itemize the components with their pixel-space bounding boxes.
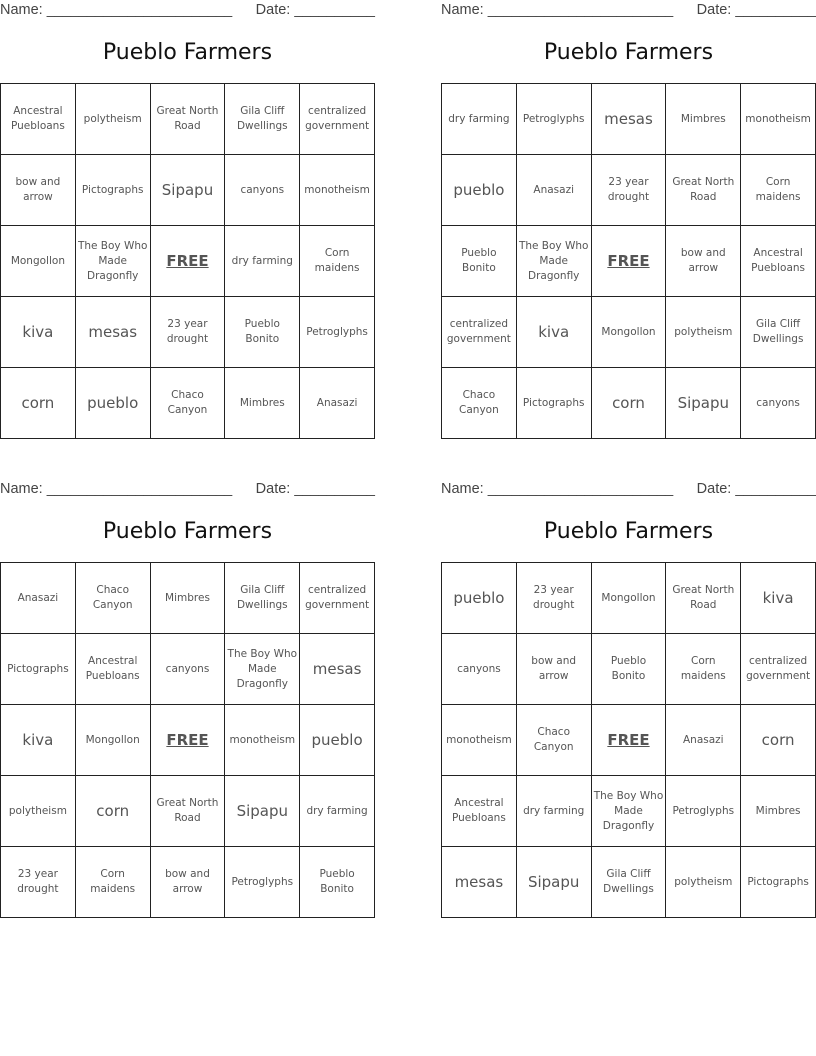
bingo-cell: Mongollon [1,226,76,297]
bingo-cell: Gila Cliff Dwellings [741,297,816,368]
bingo-cell: Gila Cliff Dwellings [225,84,300,155]
bingo-row [442,368,816,439]
date-field-label: Date: __________ [255,481,375,497]
bingo-row [442,155,816,226]
bingo-cell: dry farming [300,776,375,847]
bingo-row [1,84,375,155]
bingo-cell: The Boy Who Made Dragonfly [516,226,591,297]
bingo-cell: dry farming [516,776,591,847]
bingo-cell: Petroglyphs [225,847,300,918]
bingo-cell: Great North Road [666,563,741,634]
bingo-cell: Pueblo Bonito [591,634,666,705]
bingo-cell: bow and arrow [516,634,591,705]
bingo-cell: Sipapu [516,847,591,918]
bingo-cell: Anasazi [516,155,591,226]
bingo-cell: Chaco Canyon [150,368,225,439]
bingo-cell: mesas [75,297,150,368]
bingo-cell: Great North Road [666,155,741,226]
bingo-grid [0,562,375,918]
bingo-cell: mesas [300,634,375,705]
bingo-cell: Petroglyphs [300,297,375,368]
bingo-row [1,776,375,847]
bingo-cell: Chaco Canyon [442,368,517,439]
bingo-row [1,297,375,368]
bingo-cell: Pueblo Bonito [300,847,375,918]
bingo-cell: Pictographs [741,847,816,918]
bingo-cell: centralized government [442,297,517,368]
free-space-cell: FREE [150,226,225,297]
bingo-cell: Corn maidens [75,847,150,918]
bingo-cell: The Boy Who Made Dragonfly [225,634,300,705]
bingo-cell: kiva [516,297,591,368]
bingo-cell: polytheism [75,84,150,155]
bingo-cell: Ancestral Puebloans [442,776,517,847]
bingo-row [442,776,816,847]
name-field-label: Name: _______________________ [441,2,674,18]
bingo-cell: Great North Road [150,84,225,155]
bingo-cell: Anasazi [300,368,375,439]
name-field-label: Name: _______________________ [441,481,674,497]
bingo-cell: Anasazi [1,563,76,634]
card-title: Pueblo Farmers [543,519,714,544]
bingo-cell: Mongollon [591,563,666,634]
bingo-cell: pueblo [442,563,517,634]
bingo-cell: bow and arrow [666,226,741,297]
name-field-label: Name: _______________________ [0,481,233,497]
bingo-cell: Gila Cliff Dwellings [225,563,300,634]
card-title: Pueblo Farmers [543,40,714,65]
bingo-row [1,705,375,776]
bingo-cell: kiva [1,297,76,368]
bingo-cell: monotheism [442,705,517,776]
bingo-cell: canyons [442,634,517,705]
bingo-cell: centralized government [741,634,816,705]
bingo-row [442,563,816,634]
bingo-cell: Petroglyphs [666,776,741,847]
bingo-cell: Petroglyphs [516,84,591,155]
name-date-line [441,479,816,499]
bingo-row [442,297,816,368]
bingo-cell: corn [75,776,150,847]
bingo-cell: polytheism [666,297,741,368]
bingo-cell: The Boy Who Made Dragonfly [591,776,666,847]
date-field-label: Date: __________ [696,2,816,18]
bingo-cell: monotheism [225,705,300,776]
bingo-cell: Ancestral Puebloans [741,226,816,297]
bingo-cell: pueblo [75,368,150,439]
date-field-label: Date: __________ [696,481,816,497]
bingo-row [442,84,816,155]
free-space-cell: FREE [591,226,666,297]
bingo-grid [441,562,816,918]
bingo-cell: kiva [1,705,76,776]
bingo-cell: polytheism [666,847,741,918]
bingo-cell: canyons [225,155,300,226]
bingo-row [1,634,375,705]
bingo-cell: Pictographs [516,368,591,439]
bingo-row [1,368,375,439]
name-field-label: Name: _______________________ [0,2,233,18]
bingo-cell: Mongollon [591,297,666,368]
bingo-cell: Mimbres [150,563,225,634]
bingo-cell: corn [591,368,666,439]
bingo-cell: Ancestral Puebloans [1,84,76,155]
bingo-cell: Mimbres [225,368,300,439]
name-date-line [0,479,375,499]
bingo-cell: Pictographs [1,634,76,705]
bingo-grid [441,83,816,439]
bingo-row [442,226,816,297]
bingo-cell: kiva [741,563,816,634]
bingo-cell: Anasazi [666,705,741,776]
bingo-cell: Mongollon [75,705,150,776]
bingo-cell: centralized government [300,563,375,634]
bingo-cell: Great North Road [150,776,225,847]
card-title: Pueblo Farmers [102,519,273,544]
bingo-row [1,847,375,918]
name-date-line [441,0,816,20]
bingo-cell: Sipapu [150,155,225,226]
bingo-cell: mesas [442,847,517,918]
bingo-cell: pueblo [442,155,517,226]
bingo-cell: 23 year drought [591,155,666,226]
bingo-cell: bow and arrow [1,155,76,226]
bingo-cell: 23 year drought [150,297,225,368]
bingo-row [442,705,816,776]
bingo-cell: 23 year drought [516,563,591,634]
bingo-cell: monotheism [300,155,375,226]
bingo-row [442,847,816,918]
bingo-cell: Corn maidens [666,634,741,705]
bingo-cell: The Boy Who Made Dragonfly [75,226,150,297]
date-field-label: Date: __________ [255,2,375,18]
bingo-row [1,155,375,226]
bingo-cell: dry farming [442,84,517,155]
card-title: Pueblo Farmers [102,40,273,65]
bingo-cell: Pueblo Bonito [442,226,517,297]
bingo-cell: dry farming [225,226,300,297]
bingo-cell: bow and arrow [150,847,225,918]
name-date-line [0,0,375,20]
bingo-cell: polytheism [1,776,76,847]
free-space-cell: FREE [591,705,666,776]
bingo-cell: Corn maidens [300,226,375,297]
bingo-cell: pueblo [300,705,375,776]
bingo-cell: monotheism [741,84,816,155]
bingo-cell: Sipapu [666,368,741,439]
free-space-cell: FREE [150,705,225,776]
bingo-cell: Chaco Canyon [516,705,591,776]
bingo-grid [0,83,375,439]
bingo-cell: Mimbres [666,84,741,155]
bingo-cell: corn [741,705,816,776]
bingo-cell: Gila Cliff Dwellings [591,847,666,918]
bingo-cell: Mimbres [741,776,816,847]
bingo-cell: Chaco Canyon [75,563,150,634]
bingo-cell: 23 year drought [1,847,76,918]
bingo-cell: Corn maidens [741,155,816,226]
bingo-row [1,563,375,634]
bingo-cell: Pictographs [75,155,150,226]
bingo-cell: canyons [150,634,225,705]
bingo-cell: corn [1,368,76,439]
bingo-cell: mesas [591,84,666,155]
bingo-cell: Pueblo Bonito [225,297,300,368]
bingo-cell: canyons [741,368,816,439]
bingo-row [1,226,375,297]
bingo-cell: centralized government [300,84,375,155]
bingo-row [442,634,816,705]
bingo-cell: Sipapu [225,776,300,847]
bingo-cell: Ancestral Puebloans [75,634,150,705]
